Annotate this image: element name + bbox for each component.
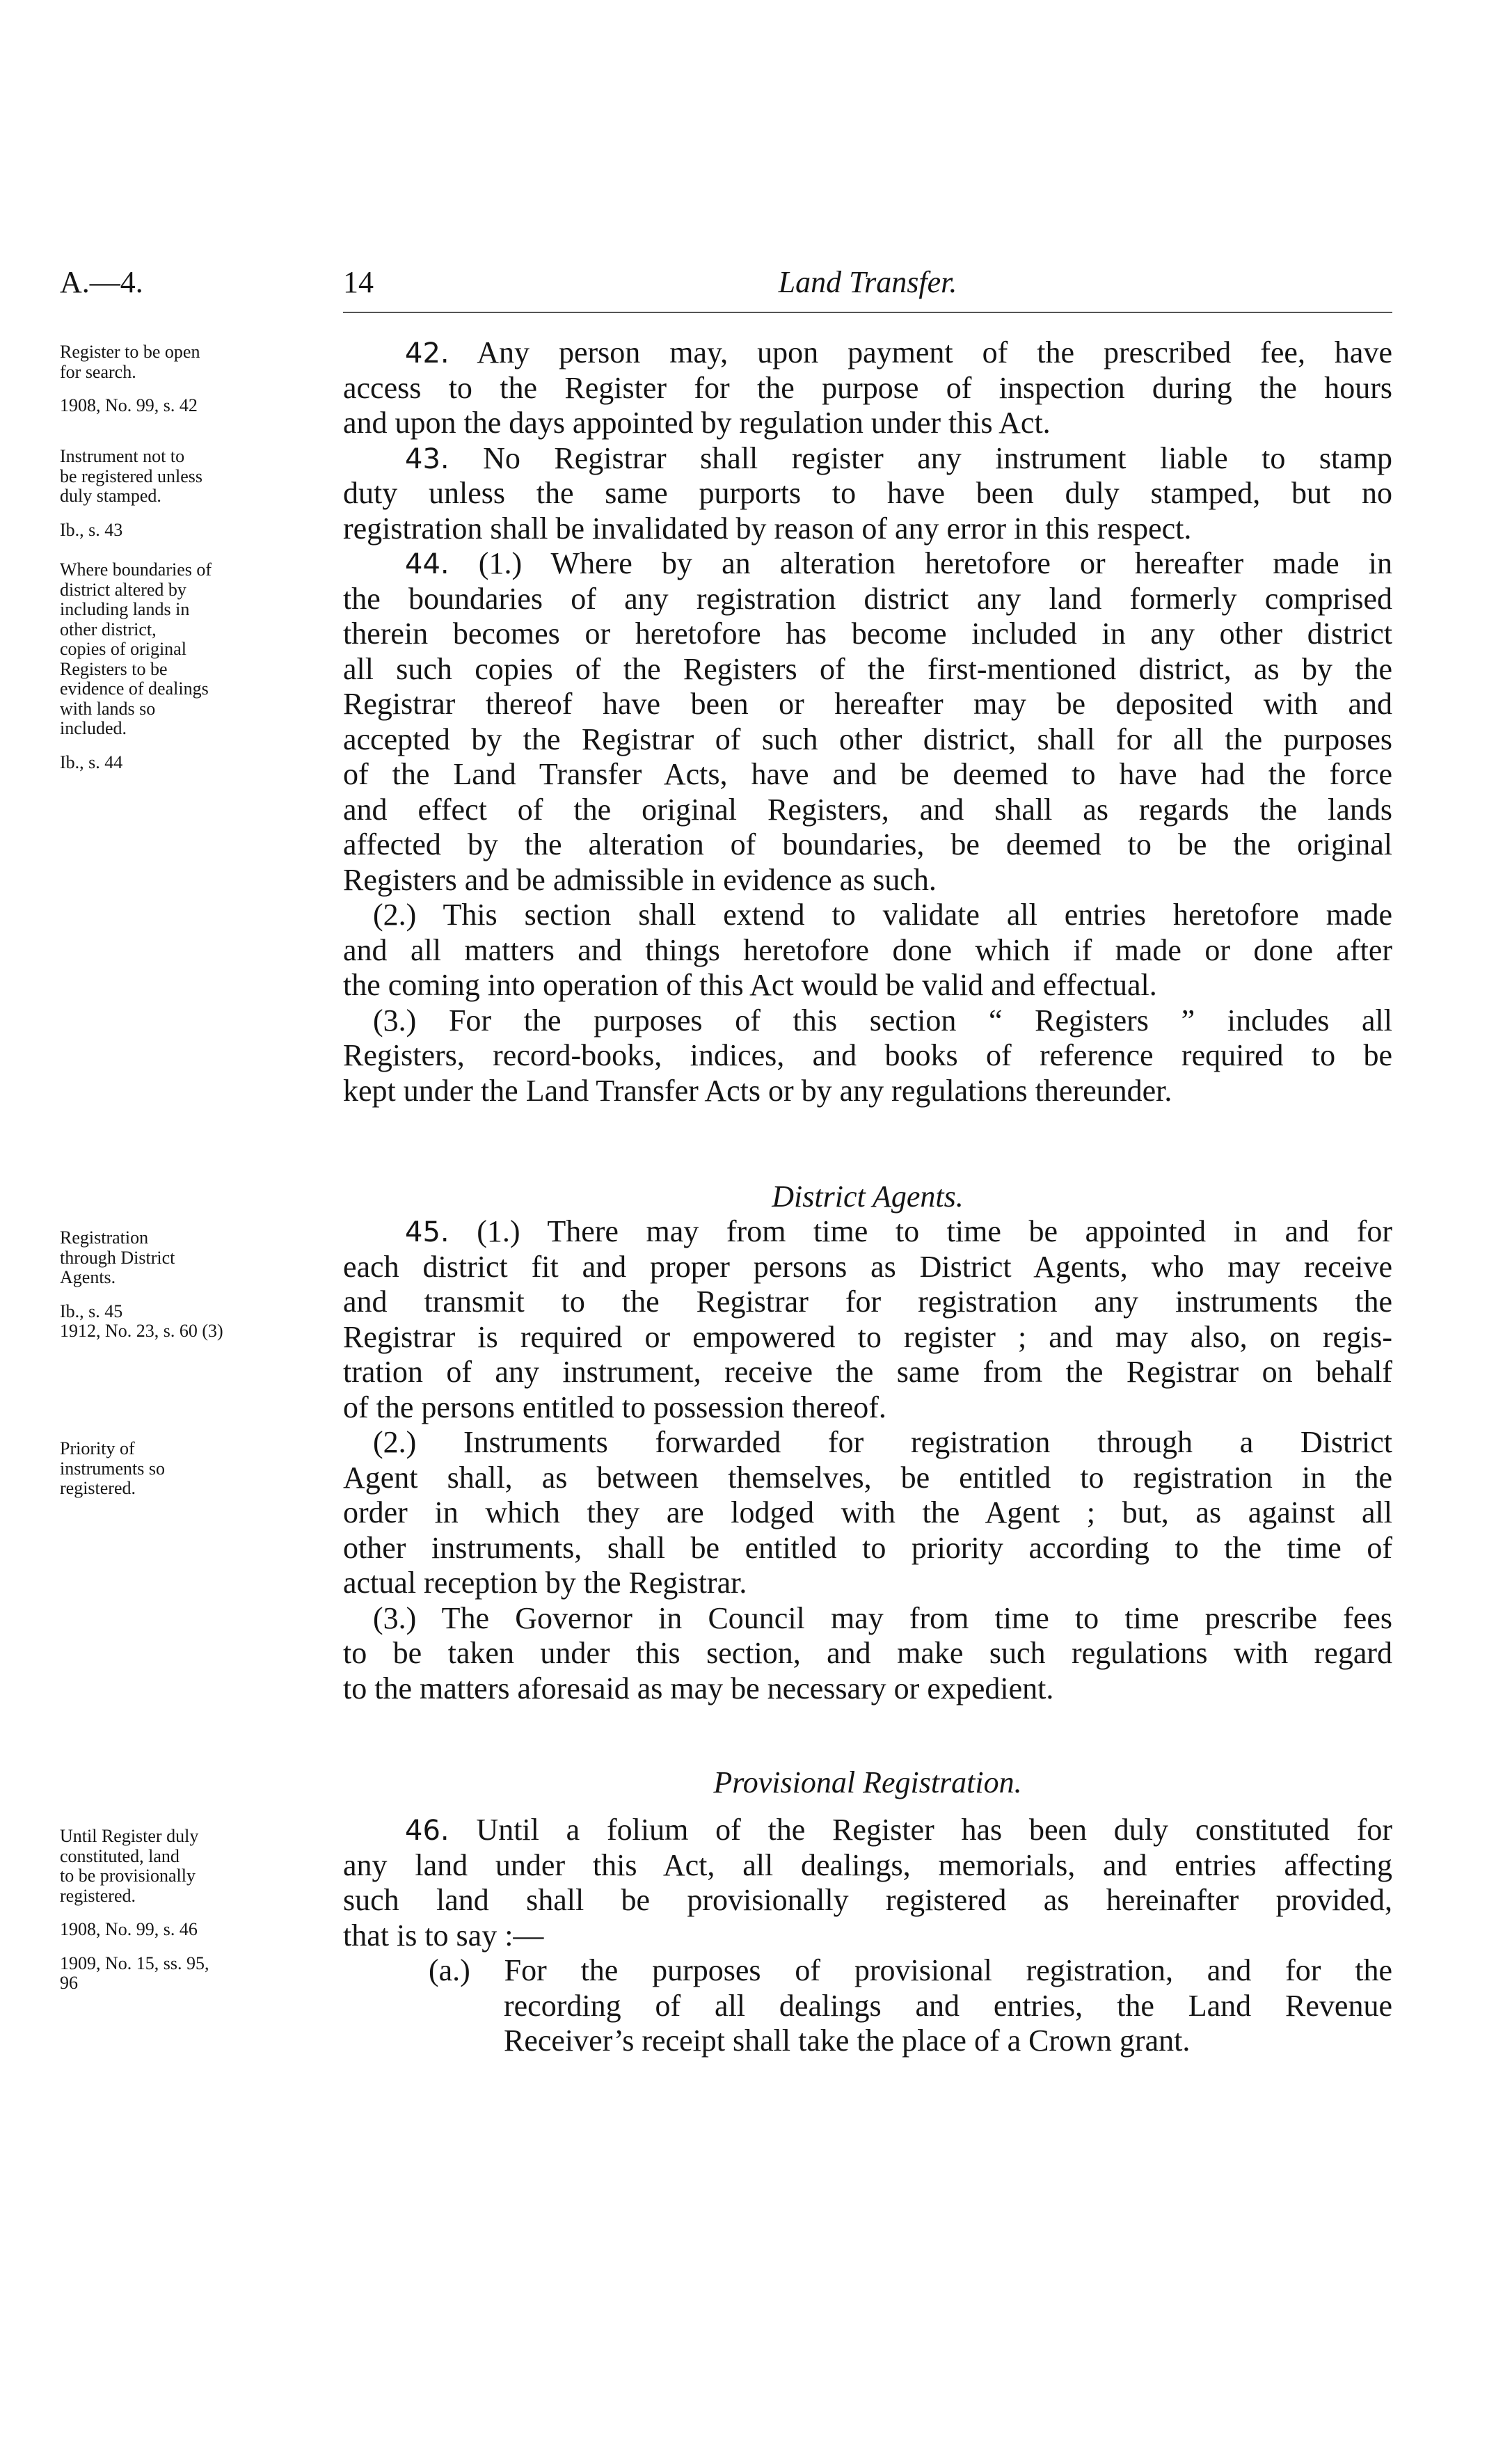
line-text: kept under the Land Transfer Acts or by any regulations thereunder. [343, 1073, 1172, 1108]
margin-note-line: duly stamped. [60, 486, 161, 506]
line-text: to the matters aforesaid as may be necessary or expedient. [343, 1671, 1054, 1705]
text-line [343, 1848, 1392, 1884]
text-line [343, 1425, 1392, 1461]
margin-note-line: including lands in [60, 599, 190, 619]
heading-district-agents: District Agents. [772, 1179, 964, 1214]
line-text: and transmit to the Registrar for registration any instruments the [343, 1285, 1392, 1319]
section-45 [343, 1214, 1392, 1706]
margin-note-reference: Ib., s. 44 [60, 752, 123, 772]
text-line [343, 1671, 1392, 1707]
margin-note-line: Priority of [60, 1438, 135, 1458]
line-text: and effect of the original Registers, and shall as regards the lands [343, 792, 1392, 827]
margin-note-line: Until Register duly [60, 1826, 199, 1846]
line-text: duty unless the same purports to have been duly stamped, but no [343, 476, 1392, 510]
spacer [60, 507, 338, 520]
text-line [343, 1636, 1392, 1671]
text-line [343, 757, 1392, 793]
margin-note-line: Registers to be [60, 658, 168, 679]
text-line [343, 1918, 1392, 1954]
margin-note-line: instruments so [60, 1458, 165, 1479]
margin-note-line: included. [60, 718, 127, 738]
margin-note-reference: Ib., s. 45 [60, 1301, 123, 1321]
text-line [343, 1214, 1392, 1250]
line-text: other instruments, shall be entitled to priority according to the time of [343, 1530, 1392, 1565]
line-text: accepted by the Registrar of such other district, shall for all the purposes [343, 722, 1392, 756]
margin-note-line: evidence of dealings [60, 678, 209, 699]
text-line [343, 1566, 1392, 1601]
spacer [60, 1288, 338, 1302]
margin-note-reference: 1908, No. 99, s. 46 [60, 1919, 198, 1939]
margin-note-reference: 1908, No. 99, s. 42 [60, 395, 198, 415]
text-line [343, 371, 1392, 406]
margin-note-line: Agents. [60, 1267, 116, 1287]
text-line [343, 2023, 1392, 2059]
text-line [343, 722, 1392, 758]
margin-note-reference: 1909, No. 15, ss. 95, [60, 1953, 209, 1973]
text-line [343, 476, 1392, 511]
line-text: registration shall be invalidated by reason of any error in this respect. [343, 511, 1192, 546]
text-line [343, 1813, 1392, 1848]
line-text: access to the Register for the purpose of inspection during the hours [343, 370, 1392, 405]
line-text: tration of any instrument, receive the same from the Registrar on behalf [343, 1355, 1392, 1389]
line-text: affected by the alteration of boundaries, be deemed to be the original [343, 827, 1392, 861]
margin-note [60, 1439, 338, 1499]
line-text: Receiver’s receipt shall take the place of a Crown grant. [504, 2023, 1191, 2058]
text-line [343, 933, 1392, 969]
margin-note-line: Register to be open [60, 342, 200, 362]
line-text: (a.) For the purposes of provisional registration, and for the [429, 1953, 1392, 1987]
line-text: recording of all dealings and entries, the Land Revenue [504, 1988, 1392, 2023]
section-number: 42. [405, 337, 449, 369]
line-text: No Registrar shall register any instrument liable to stamp [483, 440, 1392, 475]
text-line [343, 1038, 1392, 1074]
margin-note [60, 560, 338, 772]
text-line [343, 827, 1392, 863]
section-number: 43. [405, 443, 449, 475]
margin-note-line: Registration [60, 1227, 149, 1248]
margin-note-reference: Ib., s. 43 [60, 519, 123, 540]
text-line [343, 511, 1392, 547]
text-line [343, 898, 1392, 933]
text-line [343, 1531, 1392, 1566]
line-text: Any person may, upon payment of the prescribed fee, have [477, 335, 1392, 369]
margin-note-line: through District [60, 1247, 175, 1268]
margin-note [60, 447, 338, 540]
text-line [343, 793, 1392, 828]
section-number: 44. [405, 548, 449, 580]
text-line [343, 1285, 1392, 1320]
line-text: to be taken under this section, and make such regulations with regard [343, 1636, 1392, 1670]
line-text: (1.) There may from time to time be appointed in and for [477, 1214, 1393, 1248]
text-line [343, 582, 1392, 617]
line-text: Registrar is required or empowered to register ; and may also, on regis- [343, 1319, 1392, 1354]
line-text: (3.) For the purposes of this section “ Registers ” includes all [373, 1003, 1392, 1037]
line-text: the boundaries of any registration district any land formerly comprised [343, 581, 1392, 616]
line-text: such land shall be provisionally registered as hereinafter provided, [343, 1883, 1392, 1917]
text-line [343, 406, 1392, 441]
page-number: 14 [343, 265, 374, 299]
spacer [60, 739, 338, 753]
line-text: any land under this Act, all dealings, memorials, and entries affecting [343, 1847, 1392, 1882]
line-text: of the persons entitled to possession thereof. [343, 1390, 886, 1424]
heading-provisional-registration: Provisional Registration. [713, 1765, 1022, 1799]
margin-note-line: registered. [60, 1885, 136, 1906]
section-number: 45. [405, 1216, 449, 1248]
text-line [343, 1003, 1392, 1039]
line-text: Until a folium of the Register has been duly constituted for [476, 1813, 1392, 1847]
line-text: Registers and be admissible in evidence as such. [343, 862, 937, 897]
text-line [343, 1989, 1392, 2024]
line-text: the coming into operation of this Act would be valid and effectual. [343, 968, 1157, 1002]
margin-note-line: Instrument not to [60, 446, 185, 466]
line-text: of the Land Transfer Acts, have and be deemed to have had the force [343, 757, 1392, 791]
text-line [343, 1601, 1392, 1637]
margin-note [60, 1228, 338, 1342]
text-line [343, 968, 1392, 1003]
text-line [343, 335, 1392, 371]
margin-note-reference: 1912, No. 23, s. 60 (3) [60, 1321, 223, 1341]
margin-note [60, 1827, 338, 1994]
text-line [343, 1074, 1392, 1109]
line-text: Registers, record-books, indices, and books of reference required to be [343, 1038, 1392, 1072]
margin-note-line: to be provisionally [60, 1866, 196, 1886]
line-text: (2.) Instruments forwarded for registration through a District [373, 1425, 1392, 1459]
text-line [343, 863, 1392, 898]
text-line [343, 546, 1392, 582]
text-line [343, 1461, 1392, 1496]
margin-note-reference: 96 [60, 1973, 78, 1993]
text-line [343, 1495, 1392, 1531]
line-text: order in which they are lodged with the Agent ; but, as against all [343, 1495, 1392, 1529]
text-line [343, 441, 1392, 477]
sections-42-44 [343, 335, 1392, 1108]
line-text: and all matters and things heretofore done which if made or done after [343, 932, 1392, 967]
margin-note-line: copies of original [60, 639, 186, 659]
line-text: that is to say :— [343, 1918, 544, 1953]
spacer [60, 382, 338, 396]
margin-note-line: Where boundaries of [60, 559, 212, 580]
line-text: Registrar thereof have been or hereafter may be deposited with and [343, 687, 1392, 721]
text-line [343, 1953, 1392, 1989]
text-line [343, 652, 1392, 687]
section-46 [343, 1813, 1392, 2059]
margin-note-line: other district, [60, 619, 157, 639]
line-text: therein becomes or heretofore has become included in any other district [343, 617, 1392, 651]
text-line [343, 1883, 1392, 1918]
line-text: each district fit and proper persons as District Agents, who may receive [343, 1249, 1392, 1284]
line-text: (1.) Where by an alteration heretofore or hereafter made in [478, 546, 1392, 580]
margin-note-line: constituted, land [60, 1845, 180, 1866]
spacer [60, 1906, 338, 1920]
text-line [343, 1355, 1392, 1390]
line-text: and upon the days appointed by regulation under this Act. [343, 406, 1051, 440]
text-line [343, 1250, 1392, 1285]
margin-note-line: for search. [60, 361, 136, 382]
line-text: all such copies of the Registers of the first-mentioned district, as by the [343, 651, 1392, 686]
line-text: (3.) The Governor in Council may from time to time prescribe fees [373, 1600, 1392, 1635]
margin-note [60, 342, 338, 416]
section-number: 46. [405, 1815, 449, 1847]
line-text: (2.) This section shall extend to validate all entries heretofore made [373, 898, 1392, 932]
margin-note-line: with lands so [60, 698, 156, 719]
header-rule [343, 312, 1392, 313]
text-line [343, 1390, 1392, 1426]
spacer [60, 1940, 338, 1954]
text-line [343, 687, 1392, 722]
margin-note-line: registered. [60, 1478, 136, 1498]
margin-note-line: district altered by [60, 579, 186, 600]
line-text: Agent shall, as between themselves, be entitled to registration in the [343, 1460, 1392, 1495]
margin-note-line: be registered unless [60, 466, 203, 486]
line-text: actual reception by the Registrar. [343, 1566, 747, 1600]
document-code: A.—4. [60, 265, 143, 299]
page-title: Land Transfer. [778, 265, 957, 299]
text-line [343, 617, 1392, 652]
text-line [343, 1320, 1392, 1355]
